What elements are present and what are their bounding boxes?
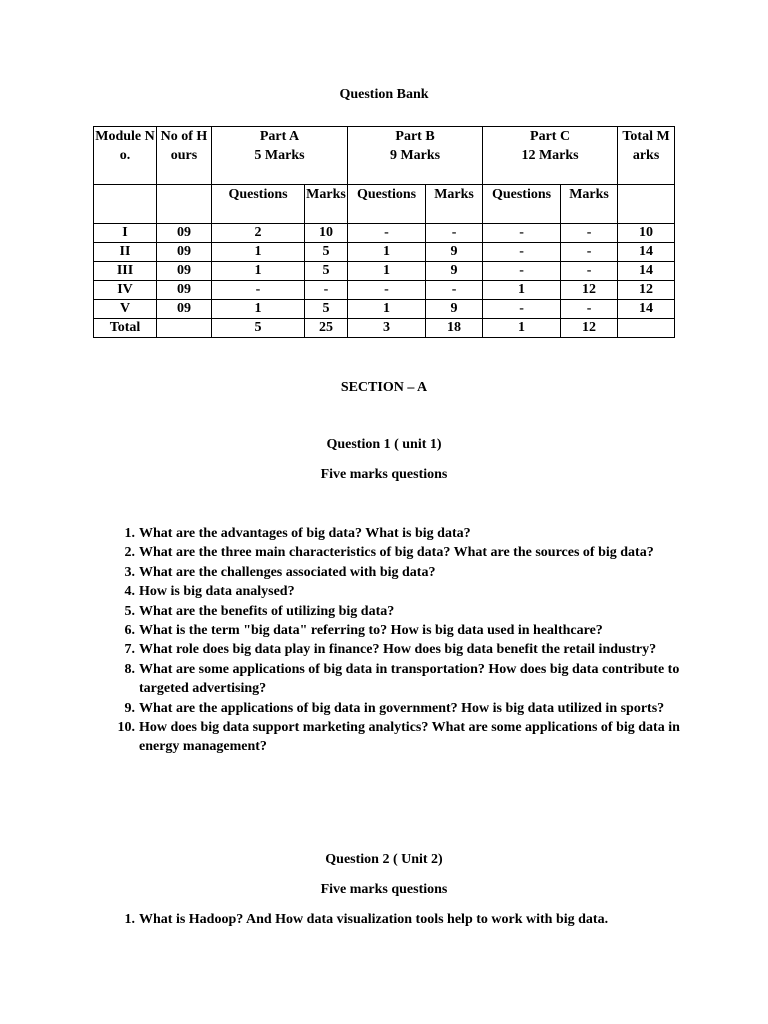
item-number: 10. xyxy=(117,720,135,736)
table-cell: - xyxy=(348,281,426,300)
item-text: What is Hadoop? And How data visualization tools help to work with big data. xyxy=(139,912,609,927)
subheader-part-b-questions: Questions xyxy=(348,185,426,224)
item-text: What are the applications of big data in government? How is big data utilized in sports? xyxy=(139,700,665,716)
table-cell xyxy=(618,319,675,338)
header-hours: No of Hours xyxy=(157,127,212,185)
table-cell: 9 xyxy=(426,243,483,262)
table-cell: 09 xyxy=(157,243,212,262)
item-number: 5. xyxy=(124,603,135,619)
list-item xyxy=(110,582,680,601)
list-item xyxy=(110,543,680,562)
table-cell: 14 xyxy=(618,262,675,281)
subheader-part-c-questions: Questions xyxy=(483,185,561,224)
table-cell: 5 xyxy=(212,319,305,338)
table-cell: 09 xyxy=(157,262,212,281)
table-cell: - xyxy=(483,262,561,281)
subheader-part-a-marks: Marks xyxy=(305,185,348,224)
header-part-b: Part B 9 Marks xyxy=(348,127,483,185)
item-number: 6. xyxy=(124,623,135,639)
subheader-part-a-questions: Questions xyxy=(212,185,305,224)
table-row xyxy=(94,300,675,319)
subheader-part-c-marks: Marks xyxy=(561,185,618,224)
table-subheader-row xyxy=(94,185,675,224)
subheader-part-b-marks: Marks xyxy=(426,185,483,224)
item-text: What are the three main characteristics of big data? What are the sources of big data? xyxy=(139,545,654,561)
list-item xyxy=(110,524,680,543)
list-item xyxy=(110,563,680,582)
list-item xyxy=(110,660,680,699)
table-cell: 9 xyxy=(426,300,483,319)
table-cell: 14 xyxy=(618,300,675,319)
table-cell: 1 xyxy=(212,300,305,319)
item-text: What are the challenges associated with big data? xyxy=(139,564,436,580)
table-row xyxy=(94,224,675,243)
table-row xyxy=(94,243,675,262)
document-title: Question Bank xyxy=(339,87,429,102)
list-item xyxy=(110,602,680,621)
table-cell: 5 xyxy=(305,300,348,319)
table-cell: - xyxy=(561,224,618,243)
table-cell: 1 xyxy=(212,262,305,281)
table-cell: - xyxy=(305,281,348,300)
subheader-empty xyxy=(618,185,675,224)
table-cell: 10 xyxy=(618,224,675,243)
table-cell: 1 xyxy=(348,262,426,281)
table-cell: 1 xyxy=(212,243,305,262)
marks-distribution-table xyxy=(93,126,675,338)
table-total-row xyxy=(94,319,675,338)
table-cell: - xyxy=(426,224,483,243)
table-cell: 1 xyxy=(348,300,426,319)
table-cell: - xyxy=(348,224,426,243)
question-2-title: Question 2 ( Unit 2) xyxy=(325,852,443,867)
table-cell: 09 xyxy=(157,281,212,300)
item-number: 1. xyxy=(124,526,135,541)
subheader-empty xyxy=(94,185,157,224)
table-cell: II xyxy=(94,243,157,262)
header-part-c: Part C 12 Marks xyxy=(483,127,618,185)
item-number: 4. xyxy=(124,584,135,600)
table-row xyxy=(94,281,675,300)
table-cell: 25 xyxy=(305,319,348,338)
item-text: What are some applications of big data in transportation? How does big data contribute to targeted advertising? xyxy=(139,661,680,697)
item-number: 9. xyxy=(124,700,135,716)
item-text: What are the benefits of utilizing big data? xyxy=(139,603,395,619)
table-cell: 2 xyxy=(212,224,305,243)
item-number: 3. xyxy=(124,564,135,580)
question-1-title: Question 1 ( unit 1) xyxy=(326,437,442,452)
subheader-empty xyxy=(157,185,212,224)
item-text: How is big data analysed? xyxy=(139,584,295,600)
table-cell: 1 xyxy=(483,319,561,338)
table-cell: 5 xyxy=(305,243,348,262)
item-number: 2. xyxy=(124,545,135,561)
table-cell: 09 xyxy=(157,300,212,319)
question-1-subtitle: Five marks questions xyxy=(320,467,448,482)
table-cell: - xyxy=(561,300,618,319)
table-cell: 12 xyxy=(561,319,618,338)
item-text: What are the advantages of big data? What is big data? xyxy=(139,526,471,541)
item-text: What is the term "big data" referring to? How is big data used in healthcare? xyxy=(139,623,603,639)
table-cell: - xyxy=(483,224,561,243)
table-cell: 5 xyxy=(305,262,348,281)
table-header-row xyxy=(94,127,675,185)
table-cell xyxy=(157,319,212,338)
table-cell: 10 xyxy=(305,224,348,243)
item-number: 7. xyxy=(124,642,135,658)
table-cell: IV xyxy=(94,281,157,300)
table-cell: - xyxy=(426,281,483,300)
list-item xyxy=(110,640,680,659)
table-cell: Total xyxy=(94,319,157,338)
table-cell: - xyxy=(483,300,561,319)
table-cell: 18 xyxy=(426,319,483,338)
header-part-a: Part A 5 Marks xyxy=(212,127,348,185)
header-total-marks: Total Marks xyxy=(618,127,675,185)
table-cell: III xyxy=(94,262,157,281)
table-cell: - xyxy=(483,243,561,262)
question-2-subtitle: Five marks questions xyxy=(320,882,448,897)
question-1-list xyxy=(110,524,680,757)
table-cell: 12 xyxy=(618,281,675,300)
list-item xyxy=(110,910,680,929)
table-cell: - xyxy=(212,281,305,300)
item-text: What role does big data play in finance? How does big data benefit the retail industry? xyxy=(139,642,657,658)
item-number: 1. xyxy=(124,912,135,927)
table-cell: 1 xyxy=(483,281,561,300)
table-cell: 3 xyxy=(348,319,426,338)
table-cell: 12 xyxy=(561,281,618,300)
question-2-list xyxy=(110,910,680,929)
table-cell: - xyxy=(561,243,618,262)
header-module-no: Module No. xyxy=(94,127,157,185)
table-cell: I xyxy=(94,224,157,243)
table-cell: - xyxy=(561,262,618,281)
list-item xyxy=(110,699,680,718)
table-row xyxy=(94,262,675,281)
table-cell: 9 xyxy=(426,262,483,281)
table-cell: V xyxy=(94,300,157,319)
item-number: 8. xyxy=(124,661,135,677)
table-cell: 09 xyxy=(157,224,212,243)
list-item xyxy=(110,621,680,640)
item-text: How does big data support marketing analytics? What are some applications of big data in energy management? xyxy=(139,720,680,755)
table-cell: 1 xyxy=(348,243,426,262)
table-cell: 14 xyxy=(618,243,675,262)
section-heading: SECTION – A xyxy=(340,380,428,395)
list-item xyxy=(110,718,680,757)
